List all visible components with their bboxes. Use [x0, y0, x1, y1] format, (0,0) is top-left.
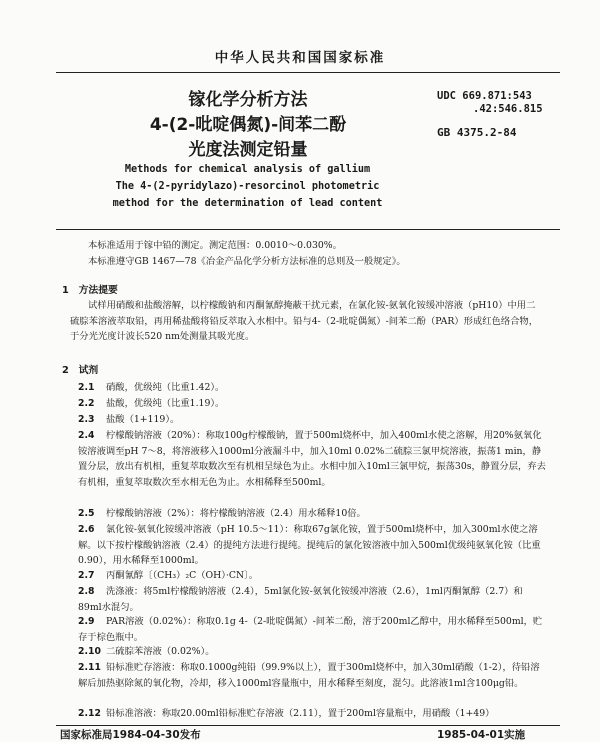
reagent-item — [78, 380, 546, 396]
item-number: 2.4 — [78, 430, 95, 441]
reagent-item — [78, 522, 546, 569]
item-text: 铅标准溶液：称取20.00ml铅标准贮存溶液（2.11），置于200ml容量瓶中，用硝酸（1+49） — [106, 708, 495, 719]
intro-scope: 本标准适用于镓中铅的测定。测定范围：0.0010～0.030%。 — [88, 240, 342, 251]
item-number: 2.12 — [78, 708, 101, 719]
title-cn-line: 光度法测定铅量 — [188, 140, 308, 160]
item-number: 2.11 — [78, 662, 101, 673]
item-text: 盐酸，优级纯（比重1.19）。 — [106, 398, 225, 409]
reagent-item — [78, 584, 546, 615]
item-number: 2.10 — [78, 646, 101, 657]
item-text: 硝酸，优级纯（比重1.42）。 — [106, 382, 225, 393]
item-text: 洗涤液：将5ml柠檬酸钠溶液（2.4），5ml氯化铵-氨氧化铵缓冲溶液（2.6），1ml丙酮氰醇（2.7）和89ml水混匀。 — [78, 586, 523, 613]
udc-code-2: .42:546.815 — [473, 103, 543, 115]
reagent-item — [78, 614, 546, 645]
item-number: 2.1 — [78, 382, 95, 393]
gb-code: GB 4375.2-84 — [437, 126, 517, 139]
standard-header: 中华人民共和国国家标准 — [214, 50, 386, 66]
reagent-item — [78, 644, 546, 660]
reagent-item — [78, 428, 546, 490]
item-number: 2.6 — [78, 524, 95, 535]
reagent-item — [78, 568, 546, 584]
classification-codes — [437, 90, 543, 139]
title-cn-line: 镓化学分析方法 — [188, 90, 308, 110]
item-text: 二硫腙苯溶液（0.02%）。 — [106, 646, 215, 657]
reagent-item — [78, 412, 546, 428]
item-text: 盐酸（1+119）。 — [106, 414, 180, 425]
title-cn-line: 4-(2-吡啶偶氮)-间苯二酚 — [149, 115, 347, 135]
reagent-item — [78, 660, 546, 691]
title-en-line: The 4-(2-pyridylazo)-resorcinol photometric — [115, 181, 380, 192]
reagent-item — [78, 506, 546, 522]
item-number: 2.9 — [78, 616, 95, 627]
item-number: 2.7 — [78, 570, 95, 581]
item-number: 2.8 — [78, 586, 95, 597]
item-text: 柠檬酸钠溶液（20%）：称取100g柠檬酸钠，置于500ml烧杯中，加入400ml水使之溶解，用20%氨氧化铵溶液调至pH 7～8，将溶液移入1000ml分液漏斗中，加入10ml 0.02%二硫腙三氯甲烷溶液，振荡1 min，静置分层，放出有机相，重复萃取数次至有机相呈绿色为止。水相中加入10ml三氯甲烷，振荡30s，静置分层，弃去有机相，重复萃取数次至水相无色为止。水相稀释至500ml。 — [78, 430, 546, 488]
title-en — [105, 161, 390, 212]
udc-label: UDC — [437, 90, 456, 102]
item-text: PAR溶液（0.02%）：称取0.1g 4-（2-吡啶偶氮）-间苯二酚，溶于200ml乙醇中，用水稀释至500ml，贮存于棕色瓶中。 — [78, 616, 543, 643]
item-text: 柠檬酸钠溶液（2%）：将柠檬酸钠溶液（2.4）用水稀释10倍。 — [106, 508, 366, 519]
section-1-text: 试样用硝酸和盐酸溶解，以柠檬酸钠和丙酮氰醇掩蔽干扰元素，在氯化铵-氨氧化铵缓冲溶液（pH10）中用二硫腙苯溶液萃取铅，再用稀盐酸将铅反萃取入水相中。铅与4-（2-吡啶偶氮）-间苯二酚（PAR）形成红色络合物，于分光光度计波长520 nm处测量其吸光度。 — [70, 300, 539, 342]
item-number: 2.5 — [78, 508, 95, 519]
section-1-title: 1 方法提要 — [62, 285, 118, 296]
item-number: 2.3 — [78, 414, 95, 425]
reagent-item — [78, 706, 546, 722]
title-en-line: method for the determination of lead content — [112, 198, 383, 209]
effective-date: 1985-04-01实施 — [437, 729, 526, 741]
item-text: 氯化铵-氨氧化铵缓冲溶液（pH 10.5～11）：称取67g氯化铵，置于500ml烧杯中，加入300ml水使之溶解。以下按柠檬酸钠溶液（2.4）的提纯方法进行提纯。提纯后的氯化铵溶液中加入500ml优级纯氨氧化铵（比重0.90），用水稀释至1000ml。 — [78, 524, 541, 566]
reagent-item — [78, 396, 546, 412]
item-text: 丙酮氰醇〔（CH₃）₂C（OH）·CN〕。 — [106, 570, 259, 581]
issue-date: 国家标准局1984-04-30发布 — [60, 729, 201, 741]
title-cn — [118, 88, 378, 163]
intro-compliance: 本标准遵守GB 1467—78《冶金产品化学分析方法标准的总则及一般规定》。 — [88, 256, 406, 267]
item-number: 2.2 — [78, 398, 95, 409]
title-rule — [56, 229, 560, 230]
item-text: 铅标准贮存溶液：称取0.1000g纯铅（99.9%以上），置于300ml烧杯中，加入30ml硝酸（1-2），待铅溶解后加热驱除氮的氧化物，冷却，移入1000ml容量瓶中，用水稀释至刻度，混匀。此溶液1ml含100μg铅。 — [78, 662, 540, 689]
section-2-title: 2 试剂 — [62, 365, 99, 376]
footer-rule — [56, 725, 560, 726]
udc-code: 669.871:543 — [462, 90, 532, 102]
title-en-line: Methods for chemical analysis of gallium — [124, 164, 371, 175]
header-rule — [56, 72, 560, 73]
